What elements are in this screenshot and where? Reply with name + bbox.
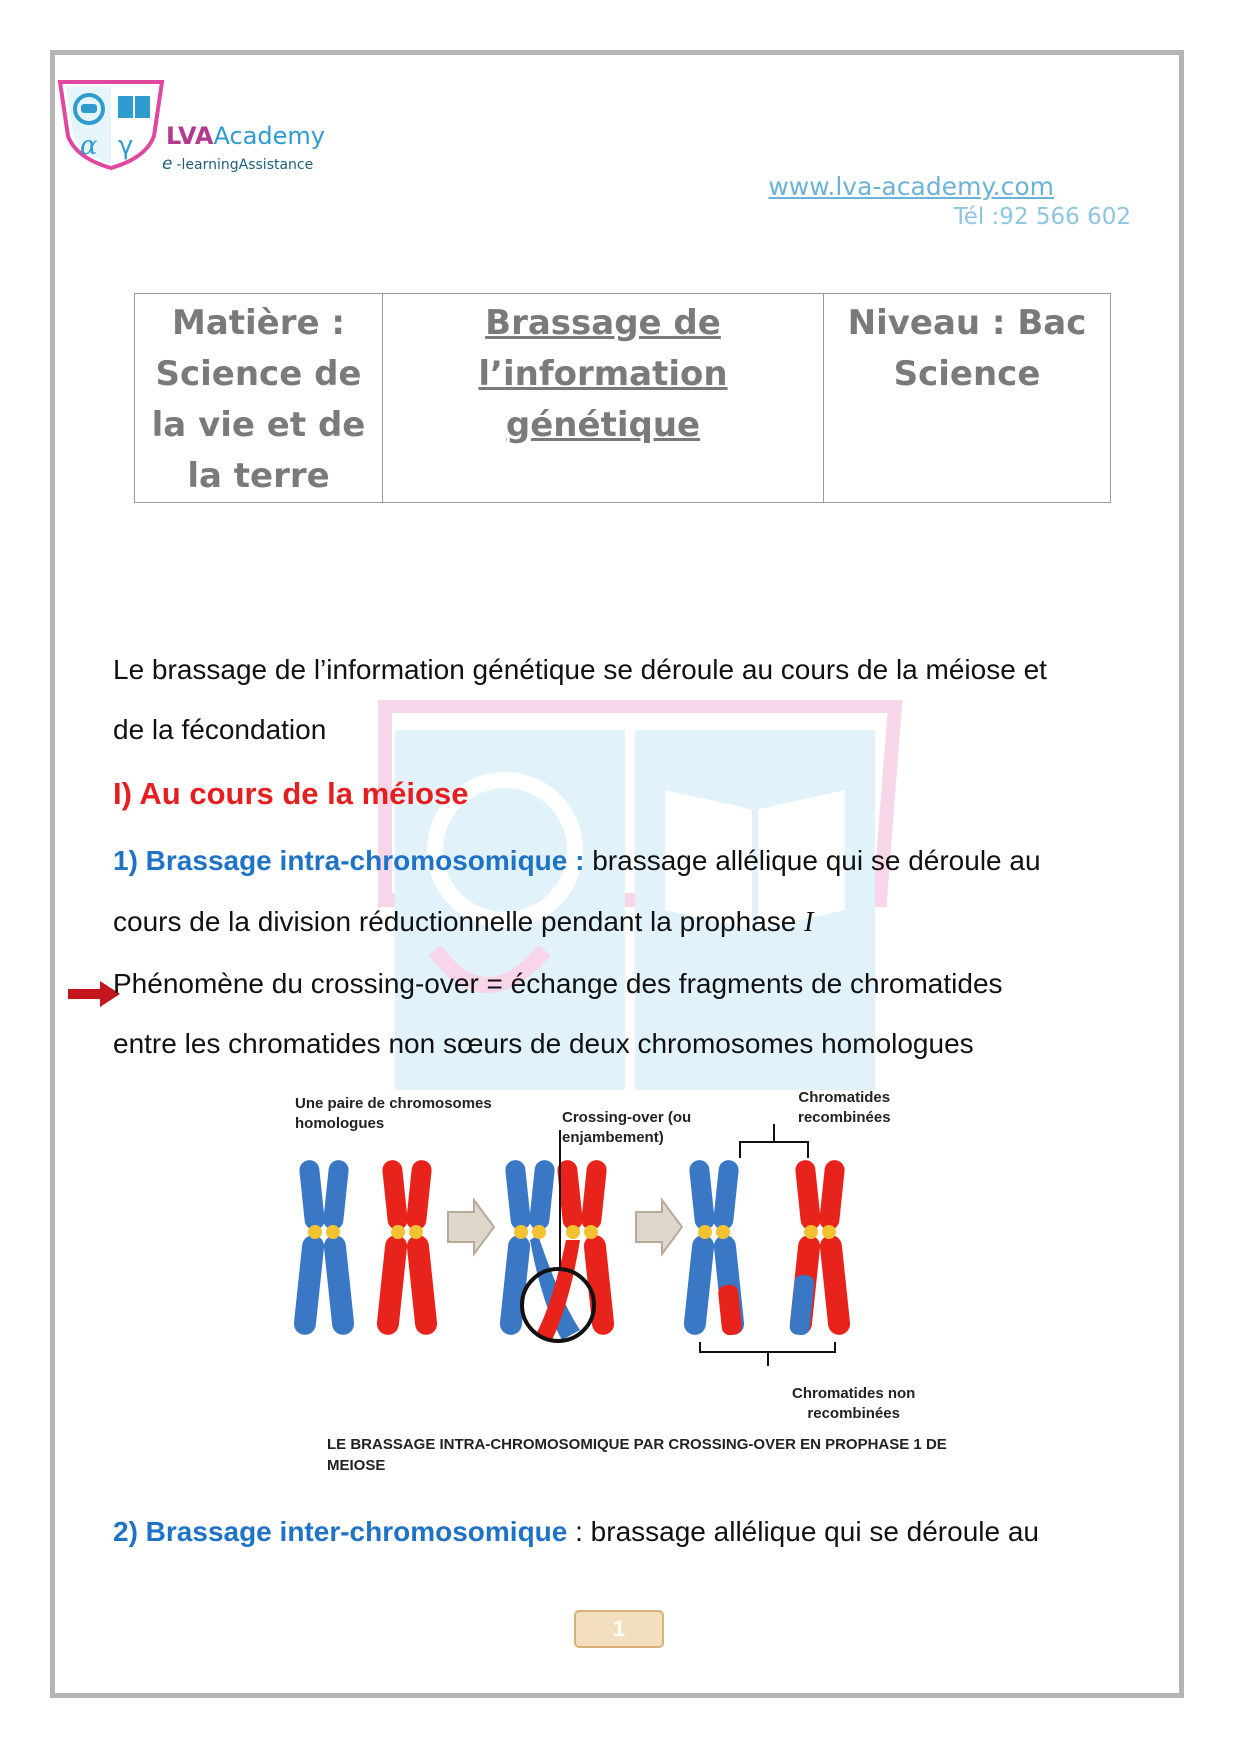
crossing-over-pair <box>499 1130 615 1341</box>
step-arrow-1-icon <box>448 1200 494 1254</box>
section-1-heading: I) Au cours de la méiose <box>113 776 469 811</box>
logo-e-letter: e <box>162 154 173 174</box>
intro-line-2: de la fécondation <box>113 714 327 745</box>
sub1-line2-text: cours de la division réductionnelle pendant la prophase <box>113 906 805 937</box>
label-crossing-line1: Crossing-over (ou <box>562 1109 692 1126</box>
subject-cell: Matière : Science de la vie et de la terre <box>135 294 383 503</box>
sub2-label: 2) Brassage inter-chromosomique <box>113 1516 568 1547</box>
label-pair-line2: homologues <box>295 1115 385 1132</box>
level-cell: Niveau : Bac Science <box>824 294 1111 503</box>
label-nonrecomb-line2: recombinées <box>807 1405 900 1422</box>
title-line1: Brassage de <box>485 303 721 343</box>
header-table <box>134 293 1111 503</box>
phone-number: Tél :92 566 602 <box>953 204 1131 230</box>
sub1-label: 1) Brassage intra-chromosomique : <box>113 845 585 876</box>
logo-tagline-text: -learningAssistance <box>176 157 314 173</box>
label-homologous-pair <box>295 1094 492 1134</box>
logo-brand-suffix: Academy <box>213 122 325 150</box>
page-number: 1 <box>574 1610 664 1648</box>
caption-line1: LE BRASSAGE INTRA-CHROMOSOMIQUE PAR CROSSING-OVER EN PROPHASE 1 DE <box>327 1436 947 1453</box>
title-cell <box>383 294 824 503</box>
label-pair-line1: Une paire de chromosomes <box>295 1095 492 1112</box>
red-chromosome-1 <box>376 1159 438 1336</box>
logo-brand-prefix: LVA <box>166 122 214 150</box>
label-nonrecomb-line1: Chromatides non <box>792 1385 916 1402</box>
label-recomb-line2: recombinées <box>798 1109 891 1126</box>
svg-text:γ: γ <box>118 131 134 161</box>
sub1-line-1 <box>113 843 1041 879</box>
title-line2: l’information génétique <box>478 354 728 445</box>
svg-text:α: α <box>80 131 98 161</box>
blue-chromosome-1 <box>293 1159 355 1336</box>
logo-brand <box>166 122 325 150</box>
label-recomb-line1: Chromatides <box>798 1089 891 1106</box>
crossing-line-1: Phénomène du crossing-over = échange des fragments de chromatides <box>113 968 1003 999</box>
label-non-recombined <box>792 1384 915 1424</box>
recombined-pair <box>683 1124 851 1366</box>
intro-line-1: Le brassage de l’information génétique se déroule au cours de la méiose et <box>113 654 1047 685</box>
crossing-line-2: entre les chromatides non sœurs de deux chromosomes homologues <box>113 1028 974 1059</box>
lva-logo-icon <box>56 78 166 170</box>
label-crossing-line2: enjambement) <box>562 1129 664 1146</box>
caption-line2: MEIOSE <box>327 1457 386 1474</box>
sub2-line <box>113 1514 1039 1550</box>
prophase-math: I <box>804 907 814 938</box>
sub2-text: : brassage allélique qui se déroule au <box>567 1516 1039 1547</box>
diagram-caption <box>327 1434 977 1476</box>
label-recombined <box>798 1088 891 1128</box>
step-arrow-2-icon <box>636 1200 682 1254</box>
sub1-line-2 <box>113 904 813 941</box>
sub1-text: brassage allélique qui se déroule au <box>584 845 1041 876</box>
logo-tagline <box>162 154 313 174</box>
website-link[interactable]: www.lva-academy.com <box>768 172 1054 201</box>
label-crossing-over <box>562 1108 691 1148</box>
